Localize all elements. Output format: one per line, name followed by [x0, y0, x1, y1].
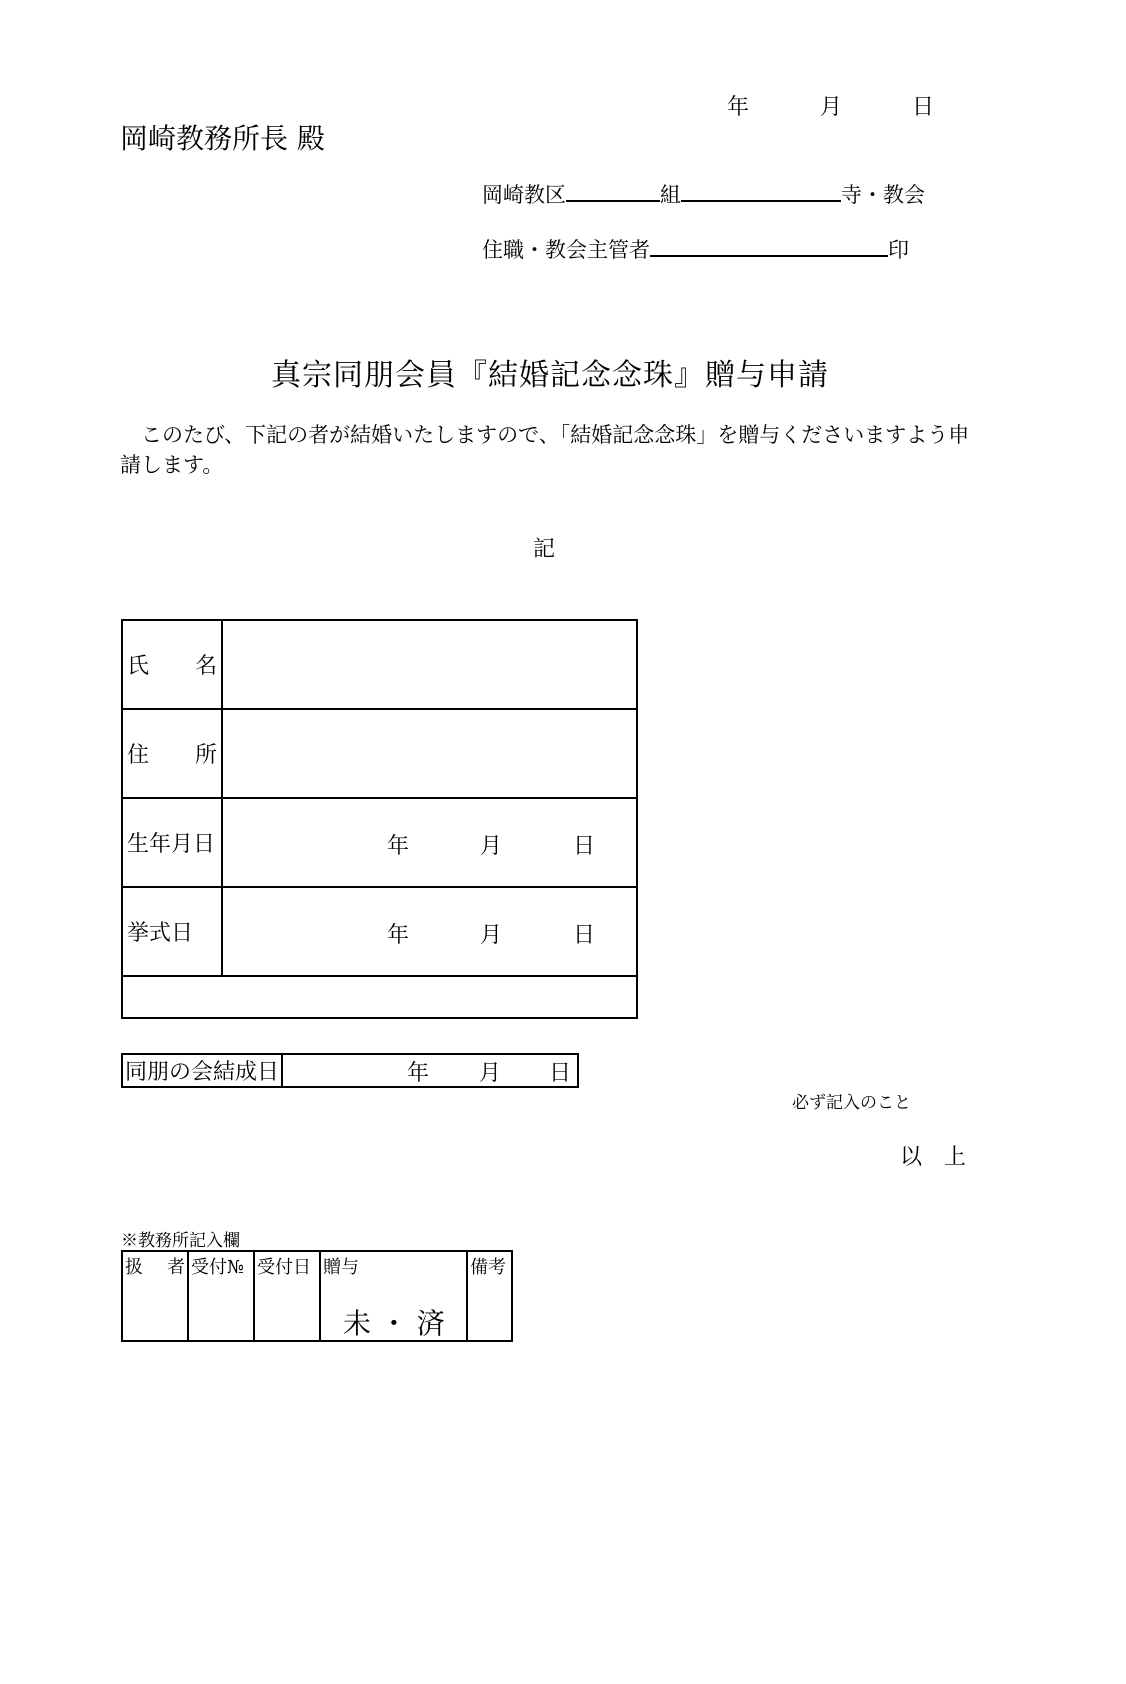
- assoc-day-label: 日: [549, 1061, 572, 1086]
- association-date-field[interactable]: [282, 1054, 578, 1087]
- ceremony-month-label: 月: [480, 923, 503, 948]
- header-year: 年: [727, 95, 750, 120]
- birthdate-field[interactable]: [222, 798, 637, 887]
- sender-temple-line: [482, 178, 925, 209]
- gift-label: 贈与: [323, 1257, 359, 1278]
- association-date-table: [121, 1053, 579, 1088]
- recipient: 岡崎教務所長 殿: [120, 122, 325, 155]
- required-note: 必ず記入のこと: [792, 1093, 911, 1113]
- ceremony-year-label: 年: [387, 923, 410, 948]
- name-label-1: 氏: [127, 654, 150, 679]
- birth-day-label: 日: [573, 834, 596, 859]
- priest-label: 住職・教会主管者: [482, 238, 650, 262]
- address-label-2: 所: [194, 743, 217, 768]
- closing-ijo: 以 上: [900, 1145, 967, 1170]
- notes-cell[interactable]: [467, 1251, 512, 1341]
- gift-cell[interactable]: [320, 1251, 467, 1341]
- receipt-date-cell[interactable]: [254, 1251, 320, 1341]
- birthdate-label: 生年月日: [122, 798, 222, 887]
- address-row: [122, 709, 637, 798]
- address-label-1: 住: [127, 743, 150, 768]
- assoc-year-label: 年: [407, 1061, 430, 1086]
- ceremony-label: 挙式日: [122, 887, 222, 976]
- district-field[interactable]: [566, 178, 660, 202]
- office-use-table: [121, 1250, 513, 1342]
- handler-label-2: 者: [167, 1257, 185, 1278]
- sender-priest-line: [482, 233, 909, 264]
- seal-label: 印: [888, 238, 909, 262]
- association-label: 同朋の会結成日: [122, 1054, 282, 1087]
- header-month: 月: [820, 95, 843, 120]
- district-label: 岡崎教区: [482, 183, 566, 207]
- name-label-2: 名: [194, 654, 217, 679]
- ceremony-day-label: 日: [573, 923, 596, 948]
- address-field[interactable]: [222, 709, 637, 798]
- application-form-table: [121, 619, 638, 1019]
- handler-cell[interactable]: [122, 1251, 188, 1341]
- page-title: 真宗同朋会員『結婚記念念珠』贈与申請: [271, 358, 829, 393]
- receipt-date-label: 受付日: [257, 1257, 311, 1278]
- body-paragraph: このたび、下記の者が結婚いたしますので、「結婚記念念珠」を贈与くださいますよう申請します。: [120, 423, 970, 477]
- birthdate-row: [122, 798, 637, 887]
- receipt-no-cell[interactable]: [188, 1251, 254, 1341]
- assoc-month-label: 月: [479, 1061, 502, 1086]
- header-day: 日: [912, 95, 935, 120]
- name-label: [122, 620, 222, 709]
- address-label: [122, 709, 222, 798]
- group-label: 組: [660, 183, 681, 207]
- name-row: [122, 620, 637, 709]
- office-caption: ※教務所記入欄: [121, 1231, 240, 1251]
- birth-month-label: 月: [480, 834, 503, 859]
- group-field[interactable]: [681, 178, 841, 202]
- blank-field[interactable]: [122, 976, 637, 1018]
- name-field[interactable]: [222, 620, 637, 709]
- ceremony-row: [122, 887, 637, 976]
- ki-heading: 記: [533, 537, 556, 562]
- ceremony-date-field[interactable]: [222, 887, 637, 976]
- notes-label: 備考: [470, 1257, 506, 1278]
- receipt-no-label: 受付№: [191, 1257, 245, 1278]
- temple-label: 寺・教会: [841, 183, 925, 207]
- priest-field[interactable]: [650, 233, 888, 257]
- gift-status[interactable]: 未 ・ 済: [343, 1307, 445, 1340]
- body-text: [120, 420, 980, 480]
- blank-row: [122, 976, 637, 1018]
- handler-label-1: 扱: [125, 1257, 143, 1278]
- birth-year-label: 年: [387, 834, 410, 859]
